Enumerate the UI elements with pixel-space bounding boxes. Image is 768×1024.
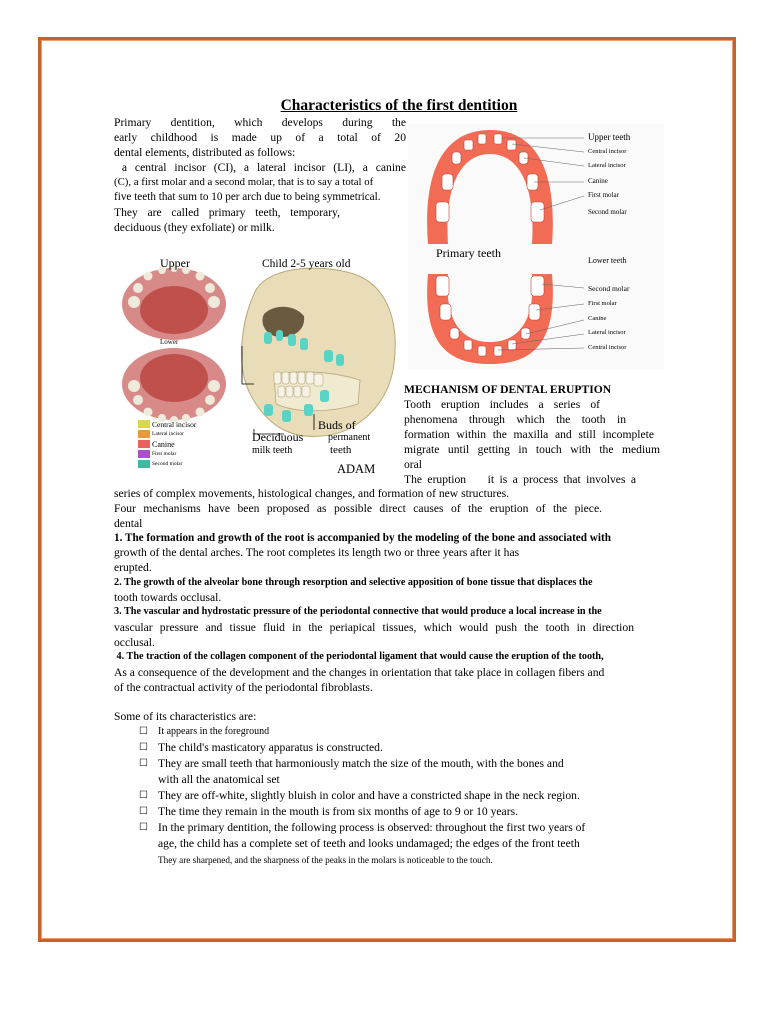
intro-line: They are called primary teeth, temporary, [114, 206, 340, 219]
upper-label-central-incisor: Central incisor [588, 148, 627, 155]
upper-label-canine: Canine [588, 177, 608, 185]
lower-label-central-incisor: Central incisor [588, 344, 627, 351]
checkbox-icon: ☐ [139, 790, 148, 801]
mechanism-line: Tooth eruption includes a series of [404, 398, 600, 411]
intro-line: (C), a first molar and a second molar, that is to say a total of [114, 176, 374, 188]
checkbox-icon: ☐ [139, 822, 148, 833]
characteristics-list [139, 724, 629, 868]
legend-item: Lateral incisor [138, 429, 196, 439]
permanent-label: permanent [328, 432, 371, 443]
body-line: series of complex movements, histological changes, and formation of new structures. [114, 487, 510, 500]
legend-item: Central incisor [138, 419, 196, 429]
lower-label-first-molar: First molar [588, 300, 617, 307]
mechanism-heading: MECHANISM OF DENTAL ERUPTION [404, 383, 612, 396]
body-line: growth of the dental arches. The root completes its length two or three years after it has [114, 546, 520, 559]
list-item: ☐ They are off-white, slightly bluish in color and have a constricted shape in the neck region. [139, 789, 580, 802]
mechanism-4-heading: 4. The traction of the collagen component of the periodontal ligament that would cause the eruption of the tooth, [114, 651, 604, 662]
list-item: ☐ The child's masticatory apparatus is constructed. [139, 741, 383, 754]
deciduous-label: Deciduous [252, 430, 304, 444]
primary-teeth-caption: Primary teeth [436, 246, 501, 260]
legend-swatch [138, 450, 150, 458]
legend-item: Second molar [138, 459, 196, 469]
mechanism-2-heading: 2. The growth of the alveolar bone through resorption and selective apposition of bone tissue that displaces the [114, 577, 593, 588]
list-item: ☐ The time they remain in the mouth is from six months of age to 9 or 10 years. [139, 805, 518, 818]
characteristics-heading: Some of its characteristics are: [114, 710, 257, 723]
body-line: As a consequence of the development and the changes in orientation that take place in collagen fibers and [114, 666, 605, 679]
body-line: erupted. [114, 561, 152, 574]
legend-swatch [138, 420, 150, 428]
intro-line: deciduous (they exfoliate) or milk. [114, 221, 275, 234]
lower-teeth-label: Lower teeth [588, 256, 627, 265]
body-line: Four mechanisms have been proposed as possible direct causes of the eruption of the piece. [114, 502, 602, 515]
upper-teeth-label: Upper teeth [588, 132, 631, 142]
primary-teeth-diagram [408, 124, 664, 370]
mechanism-paragraph [404, 397, 660, 487]
body-line: tooth towards occlusal. [114, 591, 222, 604]
checkbox-icon: ☐ [139, 758, 148, 769]
body-line: dental [114, 517, 143, 530]
upper-label-second-molar: Second molar [588, 208, 627, 216]
body-line: of the contractual activity of the periodontal fibroblasts. [114, 681, 373, 694]
lower-label-lateral-incisor: Lateral incisor [588, 329, 626, 336]
intro-line: Primary dentition, which develops during the [114, 116, 406, 129]
list-item: ☐ They are small teeth that harmoniously match the size of the mouth, with the bones and with all the anatomical set [139, 757, 564, 786]
child-age-label: Child 2-5 years old [262, 258, 351, 270]
body-line: occlusal. [114, 636, 155, 649]
list-item: ☐ In the primary dentition, the following process is observed: throughout the first two years of age, the child has a complete set of teeth and looks undamaged; the edges of the front teeth They are sharpened, and the sharpness of the peaks in the molars is noticeable to the touch. [139, 820, 629, 868]
upper-label-lateral-incisor: Lateral incisor [588, 162, 626, 169]
milk-teeth-label: milk teeth [252, 445, 293, 456]
legend-item: First molar [138, 449, 196, 459]
mechanism-line: The eruption it is a process that involves a [404, 473, 636, 486]
mechanism-line: phenomena through which the tooth in [404, 413, 626, 426]
checkbox-icon: ☐ [139, 806, 148, 817]
list-item: ☐ It appears in the foreground [139, 724, 629, 740]
intro-line: dental elements, distributed as follows: [114, 146, 296, 159]
intro-line: early childhood is made up of a total of 20 [114, 131, 406, 144]
mechanism-line: oral [404, 458, 423, 471]
checkbox-icon: ☐ [139, 726, 148, 737]
lower-label-second-molar: Second molar [588, 284, 630, 293]
checkbox-icon: ☐ [139, 742, 148, 753]
lower-label-canine: Canine [588, 315, 607, 322]
buds-label: Buds of [318, 418, 356, 432]
legend-swatch [138, 430, 150, 438]
mechanism-1-heading: 1. The formation and growth of the root is accompanied by the modeling of the bone and associated with [114, 532, 611, 544]
adam-watermark: ADAM [337, 462, 376, 476]
upper-arch-label: Upper [160, 256, 190, 270]
legend-item: Canine [138, 439, 196, 449]
body-line: vascular pressure and tissue fluid in the periapical tissues, which would push the tooth in direction [114, 621, 634, 634]
intro-paragraph [114, 115, 406, 235]
child-skull-figure [114, 254, 404, 476]
lower-arch-label: Lower [160, 338, 179, 346]
mechanism-line: formation within the maxilla and still incomplete [404, 428, 654, 441]
page-title: Characteristics of the first dentition [280, 97, 518, 114]
legend-swatch [138, 440, 150, 448]
upper-label-first-molar: First molar [588, 191, 619, 199]
intro-line: five teeth that sum to 10 per arch due to being symmetrical. [114, 191, 381, 203]
legend-swatch [138, 460, 150, 468]
teeth-label: teeth [330, 444, 352, 456]
mechanism-line: migrate until getting in touch with the medium [404, 443, 660, 456]
tooth-color-legend [138, 419, 196, 469]
mechanism-3-heading: 3. The vascular and hydrostatic pressure of the periodontal connective that would produce a local increase in the [114, 606, 602, 617]
intro-line: a central incisor (CI), a lateral incisor (LI), a canine [114, 161, 406, 174]
